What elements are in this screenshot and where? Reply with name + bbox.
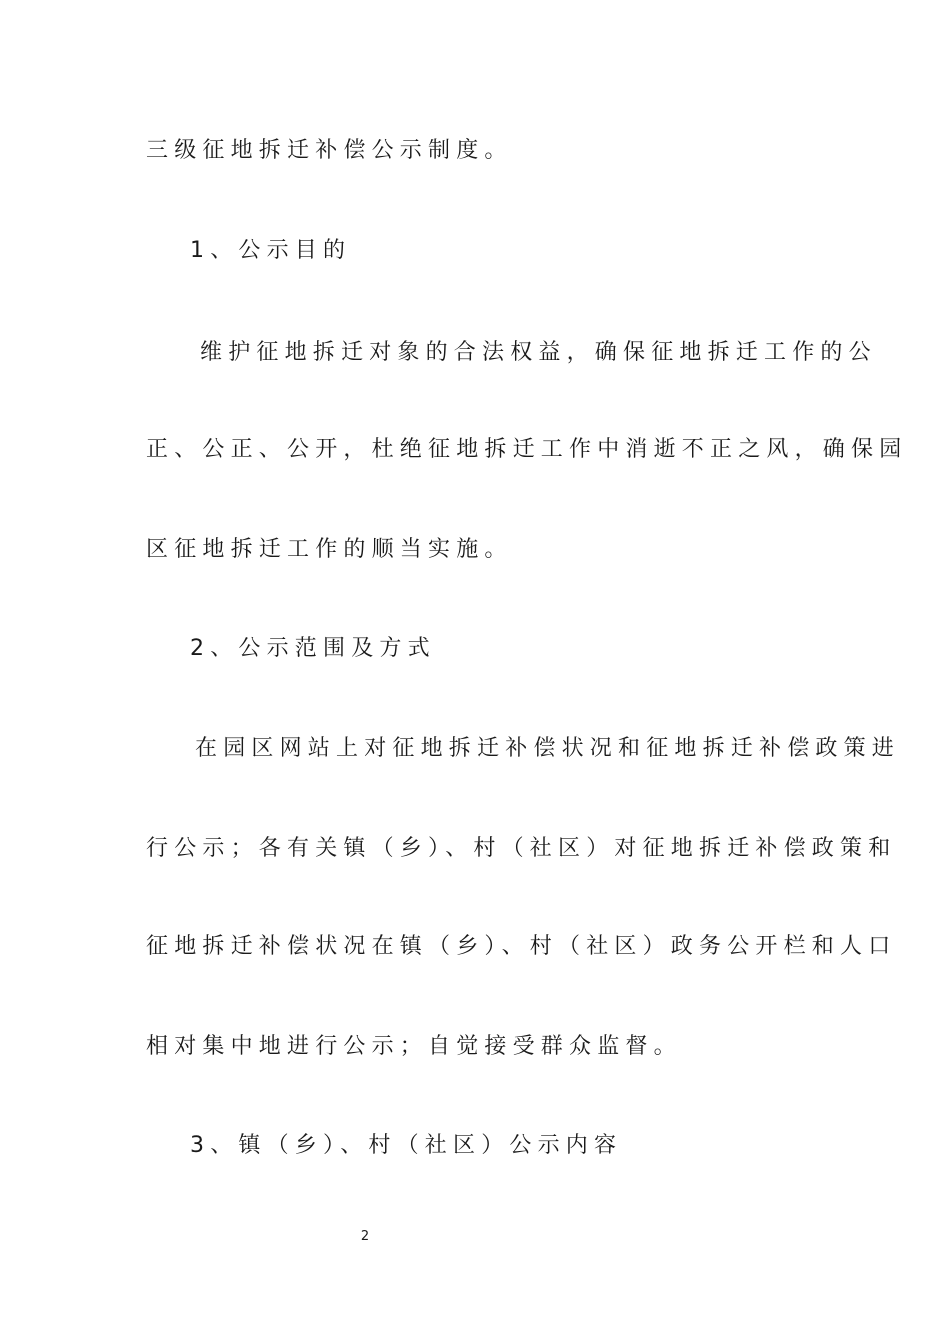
paragraph-line: 区征地拆迁工作的顺当实施。 xyxy=(146,537,513,562)
paragraph-line: 正、公正、公开，杜绝征地拆迁工作中消逝不正之风，确保园 xyxy=(146,437,908,462)
paragraph-line: 在园区网站上对征地拆迁补偿状况和征地拆迁补偿政策进 xyxy=(195,736,901,761)
section-heading: 3、镇（乡）、村（社区）公示内容 xyxy=(190,1133,623,1158)
paragraph-line: 维护征地拆迁对象的合法权益，确保征地拆迁工作的公 xyxy=(200,340,877,365)
section-heading: 1、公示目的 xyxy=(190,238,352,263)
section-heading: 2、公示范围及方式 xyxy=(190,636,436,661)
paragraph-line: 三级征地拆迁补偿公示制度。 xyxy=(146,138,513,163)
paragraph-line: 征地拆迁补偿状况在镇（乡）、村（社区）政务公开栏和人口 xyxy=(146,934,897,959)
paragraph-line: 行公示；各有关镇（乡）、村（社区）对征地拆迁补偿政策和 xyxy=(146,836,897,861)
paragraph-line: 相对集中地进行公示；自觉接受群众监督。 xyxy=(146,1034,682,1059)
page-number: 2 xyxy=(360,1229,370,1244)
